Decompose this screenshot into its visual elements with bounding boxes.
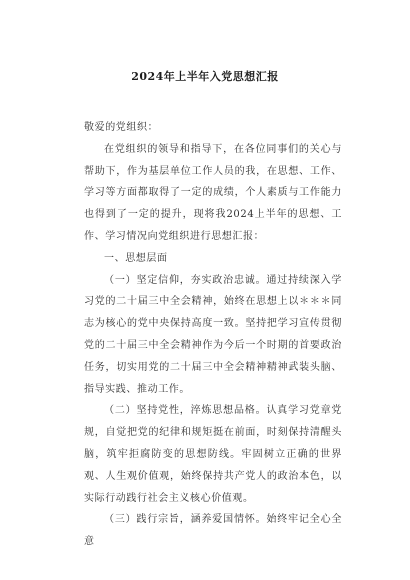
item-lead-1: （一）坚定信仰，夯实政治忠诚。 bbox=[104, 274, 267, 286]
item-lead-2: （二）坚持党性，淬炼思想品格。 bbox=[104, 405, 267, 417]
document-title: 2024年上半年入党思想汇报 bbox=[131, 70, 279, 83]
item-text-2: 认真学习党章党规，自觉把党的纪律和规矩挺在前面，时刻保持清醒头脑，筑牢拒腐防变的思想防线。牢固树立正确的世界观、人生观价值观，始终保持共产党人的政治本色，以实际行动践行社会主义核心价值观。 bbox=[84, 405, 343, 504]
item-paragraph-3 bbox=[84, 509, 342, 553]
item-text-1: 通过持续深入学习党的二十届三中全会精神，始终在思想上以＊＊＊同志为核心的党中央保持高度一致。坚持把学习宣传贯彻党的二十届三中全会精神作为今后一个时期的首要政治任务，切实用党的二十届三中全会精神精神武装头脑、指导实践、推动工作。 bbox=[84, 274, 343, 395]
item-text-3: 始终牢记全心全意 bbox=[84, 514, 343, 548]
section-heading: 一、思想层面 bbox=[104, 252, 168, 264]
item-paragraph-2 bbox=[84, 400, 342, 509]
item-paragraph-1 bbox=[84, 270, 342, 401]
item-lead-3: （三）践行宗旨，涵养爱国情怀。 bbox=[104, 514, 267, 526]
salutation: 敬爱的党组织： bbox=[84, 122, 159, 133]
intro-paragraph: 在党组织的领导和指导下，在各位同事们的关心与帮助下，作为基层单位工作人员的我，在思想、工作、学习等方面都取得了一定的成绩，个人素质与工作能力也得到了一定的提升，现将我2024上半年的思想、工作、学习情况向党组织进行思想汇报： bbox=[84, 143, 342, 242]
document-body bbox=[84, 117, 342, 553]
